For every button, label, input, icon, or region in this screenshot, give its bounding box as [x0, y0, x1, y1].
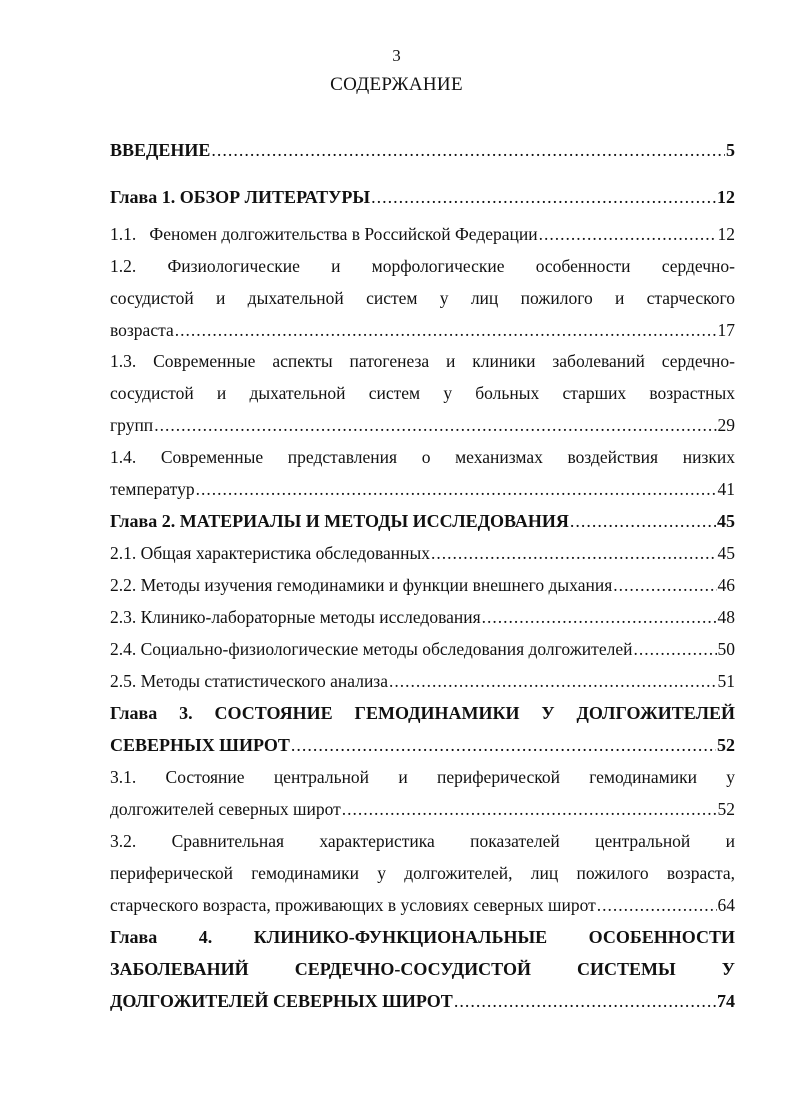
toc-leader [291, 729, 716, 761]
toc-entry-1-3-line2[interactable]: сосудистой и дыхательной систем у больных старших возрастных [110, 383, 735, 403]
toc-label: Глава 1. ОБЗОР ЛИТЕРАТУРЫ [110, 187, 371, 207]
toc-entry-3-1-line2[interactable] [110, 793, 735, 825]
toc-page: 12 [717, 187, 735, 207]
toc-entry-chapter-1[interactable] [110, 181, 735, 213]
toc-leader [570, 505, 716, 537]
toc-entry-2-4[interactable] [110, 633, 735, 665]
toc-entry-1-3-line1[interactable]: 1.3. Современные аспекты патогенеза и клиники заболеваний сердечно- [110, 351, 735, 371]
toc-page: 29 [717, 415, 735, 435]
toc-page: 12 [717, 224, 735, 244]
toc-label: 1.1. Феномен долгожительства в Российской Федерации [110, 224, 538, 244]
toc-page: 41 [717, 479, 735, 499]
toc-page: 51 [717, 671, 735, 691]
toc-page: 17 [717, 320, 735, 340]
toc-leader [371, 181, 716, 213]
toc-entry-3-2-line3[interactable] [110, 889, 735, 921]
toc-entry-1-4-line2[interactable] [110, 473, 735, 505]
toc-entry-1-4-line1[interactable]: 1.4. Современные представления о механизмах воздействия низких [110, 447, 735, 467]
toc-leader [389, 665, 717, 697]
toc-leader [482, 601, 717, 633]
toc-page: 50 [717, 639, 735, 659]
toc-leader [613, 569, 716, 601]
toc-entry-2-5[interactable] [110, 665, 735, 697]
toc-page: 45 [717, 543, 735, 563]
toc-page: 52 [717, 735, 735, 755]
toc-entry-3-1-line1[interactable]: 3.1. Состояние центральной и периферической гемодинамики у [110, 767, 735, 787]
toc-entry-chapter-3-line2[interactable] [110, 729, 735, 761]
toc-label: 2.1. Общая характеристика обследованных [110, 543, 430, 563]
toc-leader [196, 473, 717, 505]
toc-entry-chapter-4-line1[interactable]: Глава 4. КЛИНИКО-ФУНКЦИОНАЛЬНЫЕ ОСОБЕННОСТИ [110, 927, 735, 947]
toc-label: 2.4. Социально-физиологические методы обследования долгожителей [110, 639, 633, 659]
page-number: 3 [392, 46, 401, 65]
toc-entry-chapter-2[interactable] [110, 505, 735, 537]
toc-label: СЕВЕРНЫХ ШИРОТ [110, 735, 290, 755]
toc-entry-1-3-line3[interactable] [110, 409, 735, 441]
toc-leader [633, 633, 716, 665]
toc-leader [211, 134, 725, 166]
toc-page: 74 [717, 991, 735, 1011]
toc-entry-2-2[interactable] [110, 569, 735, 601]
toc-label: старческого возраста, проживающих в условиях северных широт [110, 895, 596, 915]
toc-page: 64 [717, 895, 735, 915]
toc-entry-chapter-3-line1[interactable]: Глава 3. СОСТОЯНИЕ ГЕМОДИНАМИКИ У ДОЛГОЖИТЕЛЕЙ [110, 703, 735, 723]
toc-label: 2.3. Клинико-лабораторные методы исследования [110, 607, 481, 627]
toc-label: 2.5. Методы статистического анализа [110, 671, 388, 691]
toc-leader [597, 889, 717, 921]
toc-entry-1-1[interactable] [110, 218, 735, 250]
toc-page: 52 [717, 799, 735, 819]
toc-entry-1-2-line1[interactable]: 1.2. Физиологические и морфологические особенности сердечно- [110, 256, 735, 276]
toc-label: групп [110, 415, 154, 435]
toc-leader [342, 793, 717, 825]
toc-entry-1-2-line3[interactable] [110, 314, 735, 346]
toc-leader [539, 218, 717, 250]
toc-page: 45 [717, 511, 735, 531]
toc-page: 46 [717, 575, 735, 595]
toc-entry-3-2-line2[interactable]: периферической гемодинамики у долгожителей, лиц пожилого возраста, [110, 863, 735, 883]
toc-entry-intro[interactable] [110, 134, 735, 166]
toc-label: Глава 2. МАТЕРИАЛЫ И МЕТОДЫ ИССЛЕДОВАНИЯ [110, 511, 569, 531]
toc-label: ВВЕДЕНИЕ [110, 140, 211, 160]
toc-label: 2.2. Методы изучения гемодинамики и функции внешнего дыхания [110, 575, 613, 595]
toc-entry-1-2-line2[interactable]: сосудистой и дыхательной систем у лиц пожилого и старческого [110, 288, 735, 308]
toc-entry-chapter-4-line2[interactable]: ЗАБОЛЕВАНИЙ СЕРДЕЧНО-СОСУДИСТОЙ СИСТЕМЫ У [110, 959, 735, 979]
toc-leader [154, 409, 716, 441]
toc-label: ДОЛГОЖИТЕЛЕЙ СЕВЕРНЫХ ШИРОТ [110, 991, 453, 1011]
page-title: СОДЕРЖАНИЕ [330, 74, 463, 95]
toc-label: возраста [110, 320, 174, 340]
toc-entry-2-1[interactable] [110, 537, 735, 569]
toc-page: 5 [726, 140, 735, 160]
toc-entry-2-3[interactable] [110, 601, 735, 633]
toc-leader [175, 314, 717, 346]
toc-entry-chapter-4-line3[interactable] [110, 985, 735, 1017]
toc-entry-3-2-line1[interactable]: 3.2. Сравнительная характеристика показателей центральной и [110, 831, 735, 851]
toc-label: температур [110, 479, 195, 499]
toc-leader [454, 985, 716, 1017]
toc-label: долгожителей северных широт [110, 799, 341, 819]
toc-leader [431, 537, 717, 569]
toc-page: 48 [717, 607, 735, 627]
